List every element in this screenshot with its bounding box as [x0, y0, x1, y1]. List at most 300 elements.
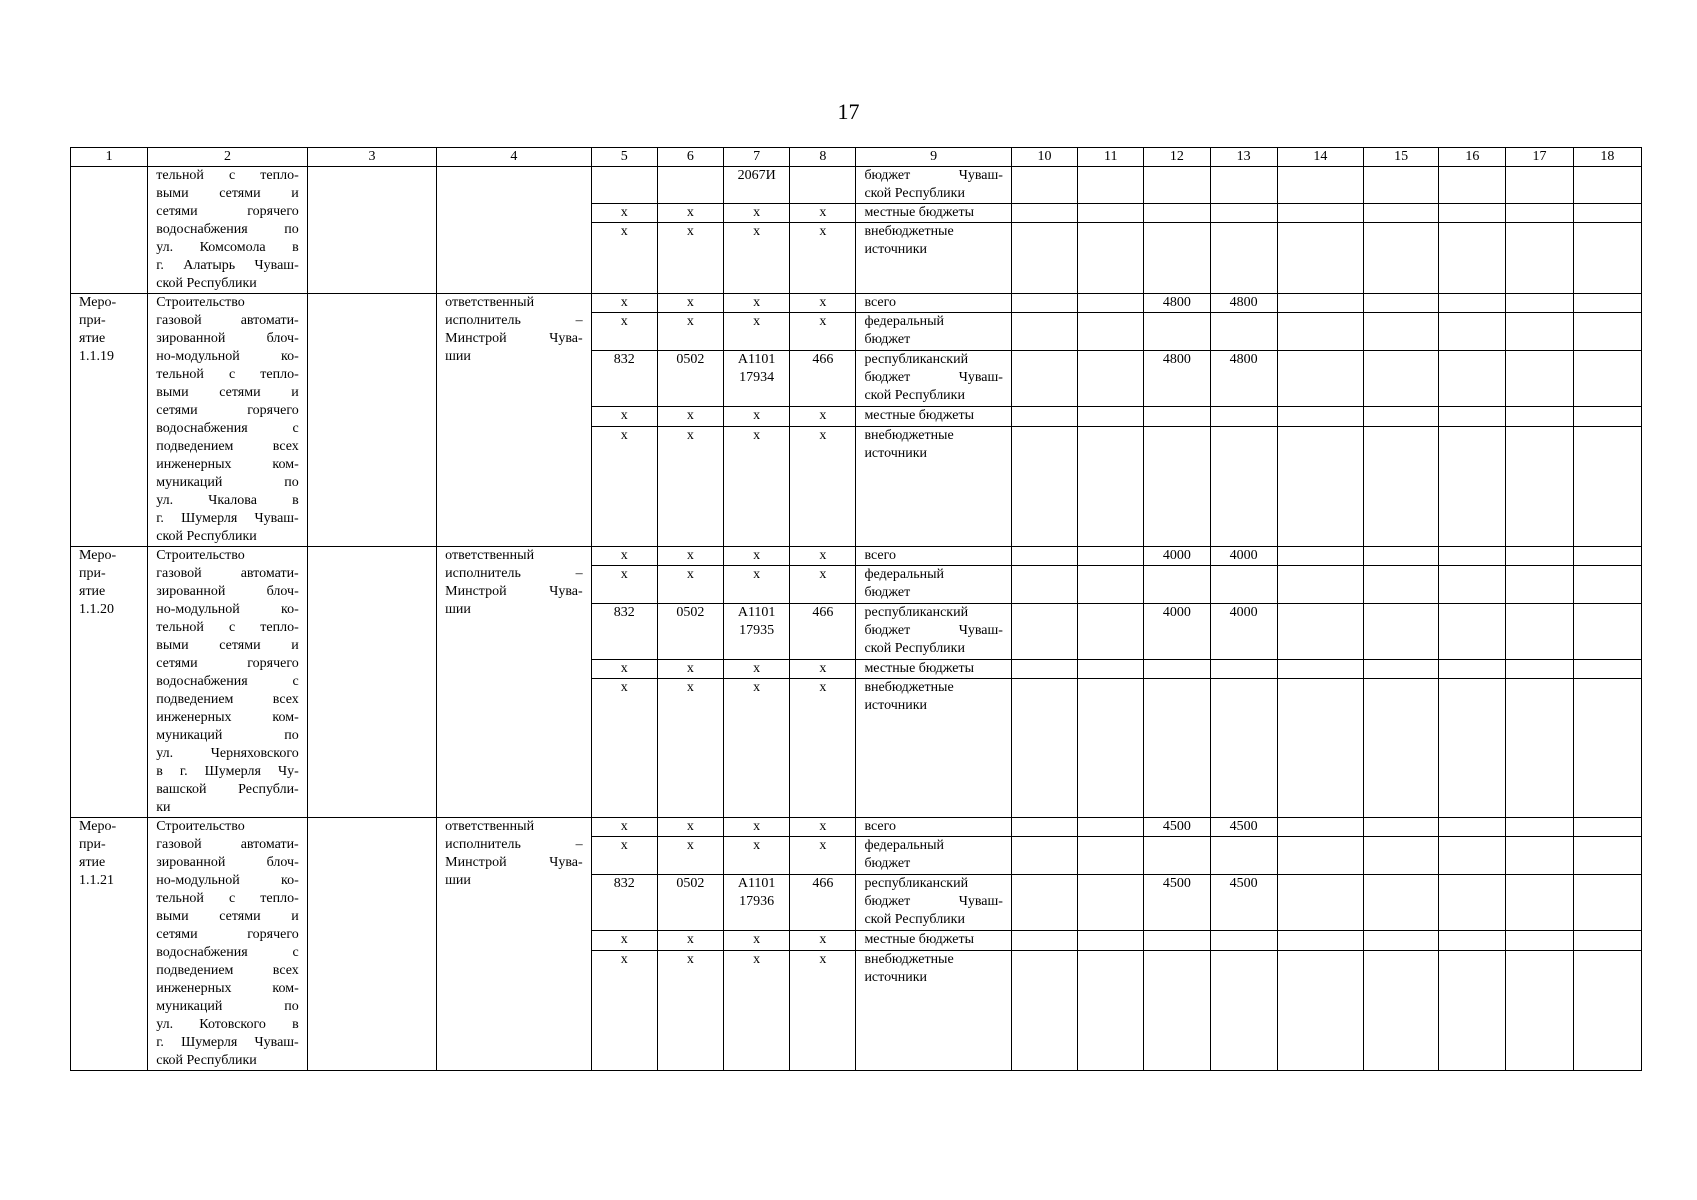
measure-label-line: 1.1.20: [79, 602, 114, 617]
measure-name-line: сетями горячего: [156, 403, 299, 418]
column-header-13: 13: [1210, 148, 1277, 167]
year-18-cell: [1573, 837, 1641, 875]
funding-source-cell: [856, 604, 1011, 660]
year-15-cell: [1364, 566, 1439, 604]
source-line: всего: [864, 819, 896, 834]
kbk-section-cell: х: [657, 818, 723, 837]
year-12-cell: [1144, 931, 1210, 950]
kbk-ministry-cell: х: [591, 950, 657, 1070]
measure-label-line: ятие: [79, 584, 106, 599]
year-15-cell: [1364, 604, 1439, 660]
source-line: бюджет: [864, 332, 911, 348]
year-16-cell: [1439, 604, 1506, 660]
source-line: республиканский: [864, 876, 969, 892]
year-16-cell: [1439, 313, 1506, 351]
funding-source-cell: [856, 875, 1011, 931]
executor-line: шии: [445, 349, 471, 364]
year-14-cell: [1277, 223, 1363, 294]
kbk-ministry-cell: х: [591, 818, 657, 837]
kbk-ministry-cell: 832: [591, 604, 657, 660]
column-header-12: 12: [1144, 148, 1210, 167]
year-15-cell: [1364, 818, 1439, 837]
kbk-expense-cell: 466: [790, 875, 856, 931]
year-11-cell: [1078, 660, 1144, 679]
year-16-cell: [1439, 679, 1506, 818]
measure-name-line: тельной с тепло-: [156, 891, 299, 906]
kbk-ministry-cell: х: [591, 931, 657, 950]
measure-name-line: ской Республики: [156, 529, 257, 544]
year-16-cell: [1439, 223, 1506, 294]
year-15-cell: [1364, 407, 1439, 426]
measure-name-line: муникаций по: [156, 999, 299, 1014]
kbk-target-cell: х: [724, 566, 790, 604]
kbk-ministry-cell: 832: [591, 875, 657, 931]
measure-name-line: ул. Комсомола в: [156, 240, 299, 255]
kbk-target-cell: х: [724, 547, 790, 566]
measure-name-line: ской Республики: [156, 1053, 257, 1068]
kbk-expense-cell: х: [790, 818, 856, 837]
column-header-10: 10: [1011, 148, 1077, 167]
year-16-cell: [1439, 407, 1506, 426]
column-header-9: 9: [856, 148, 1011, 167]
kbk-target-cell: х: [724, 426, 790, 546]
executor-line: Минстрой Чува-: [445, 331, 583, 346]
measure-name-line: г. Алатырь Чуваш-: [156, 258, 299, 273]
kbk-expense-cell: х: [790, 204, 856, 223]
year-13-cell: [1210, 679, 1277, 818]
funding-source-cell: [856, 223, 1011, 294]
kbk-target-cell: х: [724, 223, 790, 294]
year-17-cell: [1506, 407, 1573, 426]
table-row: [71, 818, 1642, 837]
year-17-cell: [1506, 426, 1573, 546]
measure-name-line: зированной блоч-: [156, 584, 299, 599]
year-14-cell: [1277, 875, 1363, 931]
program-cell: [307, 294, 436, 547]
measure-label-line: 1.1.21: [79, 873, 114, 888]
source-line: федеральный: [864, 838, 944, 854]
kbk-ministry-cell: х: [591, 407, 657, 426]
kbk-section-cell: [657, 167, 723, 204]
measure-name-line: г. Шумерля Чуваш-: [156, 511, 299, 526]
year-13-cell: 4500: [1210, 875, 1277, 931]
year-10-cell: [1011, 204, 1077, 223]
measure-name-line: Строительство: [156, 548, 245, 563]
column-header-6: 6: [657, 148, 723, 167]
measure-name-line: водоснабжения с: [156, 674, 299, 689]
year-18-cell: [1573, 660, 1641, 679]
year-17-cell: [1506, 679, 1573, 818]
measure-name-line: но-модульной ко-: [156, 602, 299, 617]
year-12-cell: 4000: [1144, 547, 1210, 566]
measure-name-line: Строительство: [156, 819, 245, 834]
year-11-cell: [1078, 679, 1144, 818]
year-16-cell: [1439, 204, 1506, 223]
source-line: источники: [864, 445, 928, 461]
year-10-cell: [1011, 407, 1077, 426]
year-15-cell: [1364, 679, 1439, 818]
measure-name-line: ской Республики: [156, 276, 257, 291]
year-13-cell: 4000: [1210, 604, 1277, 660]
measure-name-line: тельной с тепло-: [156, 168, 299, 183]
kbk-section-cell: 0502: [657, 604, 723, 660]
source-line: бюджет: [864, 585, 911, 601]
year-16-cell: [1439, 167, 1506, 204]
measure-name-line: водоснабжения с: [156, 421, 299, 436]
year-11-cell: [1078, 426, 1144, 546]
source-line: ской Республики: [864, 641, 965, 657]
measure-name-line: Строительство: [156, 295, 245, 310]
year-14-cell: [1277, 407, 1363, 426]
year-17-cell: [1506, 294, 1573, 313]
header-row: [71, 148, 1642, 167]
measure-name-line: подведением всех: [156, 692, 299, 707]
kbk-ministry-cell: х: [591, 837, 657, 875]
funding-source-cell: [856, 167, 1011, 204]
year-18-cell: [1573, 931, 1641, 950]
measure-name-line: ул. Котовского в: [156, 1017, 299, 1032]
executor-line: исполнитель –: [445, 313, 583, 328]
year-15-cell: [1364, 837, 1439, 875]
kbk-target-cell: х: [724, 837, 790, 875]
measure-name-line: тельной с тепло-: [156, 367, 299, 382]
kbk-expense-cell: х: [790, 660, 856, 679]
year-13-cell: [1210, 167, 1277, 204]
measure-label-line: ятие: [79, 331, 106, 346]
source-line: федеральный: [864, 567, 944, 583]
kbk-expense-cell: х: [790, 294, 856, 313]
kbk-section-cell: 0502: [657, 351, 723, 407]
funding-source-cell: [856, 837, 1011, 875]
measure-name-line: в г. Шумерля Чу-: [156, 764, 299, 779]
measure-label-cell: [71, 818, 148, 1071]
year-13-cell: [1210, 223, 1277, 294]
year-14-cell: [1277, 950, 1363, 1070]
year-14-cell: [1277, 426, 1363, 546]
year-13-cell: 4800: [1210, 351, 1277, 407]
kbk-target-cell: А1101 17935: [724, 604, 790, 660]
year-15-cell: [1364, 950, 1439, 1070]
kbk-target-cell: А1101 17936: [724, 875, 790, 931]
year-11-cell: [1078, 204, 1144, 223]
kbk-target-cell: х: [724, 931, 790, 950]
measure-name-line: инженерных ком-: [156, 710, 299, 725]
source-line: ской Республики: [864, 186, 965, 201]
source-line: местные бюджеты: [864, 932, 975, 948]
executor-cell: [437, 167, 591, 294]
year-17-cell: [1506, 204, 1573, 223]
year-14-cell: [1277, 547, 1363, 566]
executor-cell: [437, 547, 591, 818]
table-row: [71, 167, 1642, 204]
year-12-cell: [1144, 660, 1210, 679]
column-header-7: 7: [724, 148, 790, 167]
source-line: бюджет Чуваш-: [864, 168, 1003, 183]
year-14-cell: [1277, 818, 1363, 837]
year-16-cell: [1439, 837, 1506, 875]
measure-name-line: инженерных ком-: [156, 981, 299, 996]
year-10-cell: [1011, 566, 1077, 604]
column-header-15: 15: [1364, 148, 1439, 167]
year-18-cell: [1573, 223, 1641, 294]
year-18-cell: [1573, 566, 1641, 604]
kbk-ministry-cell: х: [591, 566, 657, 604]
executor-line: шии: [445, 873, 471, 888]
year-10-cell: [1011, 351, 1077, 407]
year-18-cell: [1573, 351, 1641, 407]
executor-line: Минстрой Чува-: [445, 584, 583, 599]
measure-name-line: зированной блоч-: [156, 855, 299, 870]
measure-label-cell: [71, 167, 148, 294]
year-12-cell: 4500: [1144, 875, 1210, 931]
year-10-cell: [1011, 931, 1077, 950]
year-11-cell: [1078, 931, 1144, 950]
year-12-cell: [1144, 167, 1210, 204]
year-11-cell: [1078, 223, 1144, 294]
year-14-cell: [1277, 566, 1363, 604]
year-13-cell: [1210, 660, 1277, 679]
measure-name-line: ул. Чкалова в: [156, 493, 299, 508]
program-cell: [307, 167, 436, 294]
year-16-cell: [1439, 931, 1506, 950]
year-14-cell: [1277, 204, 1363, 223]
funding-source-cell: [856, 660, 1011, 679]
kbk-section-cell: х: [657, 223, 723, 294]
year-14-cell: [1277, 931, 1363, 950]
kbk-expense-cell: х: [790, 313, 856, 351]
year-18-cell: [1573, 426, 1641, 546]
year-13-cell: [1210, 426, 1277, 546]
kbk-section-cell: х: [657, 313, 723, 351]
column-header-14: 14: [1277, 148, 1363, 167]
year-13-cell: [1210, 566, 1277, 604]
year-15-cell: [1364, 313, 1439, 351]
column-header-17: 17: [1506, 148, 1573, 167]
kbk-expense-cell: х: [790, 837, 856, 875]
year-14-cell: [1277, 167, 1363, 204]
funding-source-cell: [856, 407, 1011, 426]
column-header-2: 2: [148, 148, 308, 167]
year-14-cell: [1277, 313, 1363, 351]
executor-cell: [437, 818, 591, 1071]
year-10-cell: [1011, 223, 1077, 294]
year-15-cell: [1364, 223, 1439, 294]
year-10-cell: [1011, 294, 1077, 313]
column-header-3: 3: [307, 148, 436, 167]
measure-label-line: Меро-: [79, 819, 117, 834]
year-12-cell: 4500: [1144, 818, 1210, 837]
source-line: ской Республики: [864, 388, 965, 404]
year-10-cell: [1011, 313, 1077, 351]
measure-label-line: 1.1.19: [79, 349, 114, 364]
kbk-target-cell: А1101 17934: [724, 351, 790, 407]
year-17-cell: [1506, 167, 1573, 204]
year-17-cell: [1506, 818, 1573, 837]
measure-name-line: подведением всех: [156, 439, 299, 454]
source-line: местные бюджеты: [864, 408, 975, 424]
year-17-cell: [1506, 931, 1573, 950]
source-line: источники: [864, 242, 928, 258]
year-11-cell: [1078, 818, 1144, 837]
year-17-cell: [1506, 223, 1573, 294]
measure-name-line: выми сетями и: [156, 909, 299, 924]
measure-label-line: при-: [79, 566, 106, 581]
year-13-cell: [1210, 407, 1277, 426]
measure-name-line: но-модульной ко-: [156, 873, 299, 888]
year-11-cell: [1078, 294, 1144, 313]
year-17-cell: [1506, 313, 1573, 351]
kbk-ministry-cell: х: [591, 547, 657, 566]
year-17-cell: [1506, 604, 1573, 660]
measure-name-line: выми сетями и: [156, 638, 299, 653]
year-15-cell: [1364, 875, 1439, 931]
year-12-cell: [1144, 679, 1210, 818]
source-line: бюджет Чуваш-: [864, 894, 1003, 910]
kbk-ministry-cell: х: [591, 679, 657, 818]
measure-name-line: муникаций по: [156, 728, 299, 743]
kbk-expense-cell: х: [790, 426, 856, 546]
measure-name-cell: [148, 167, 308, 294]
year-12-cell: 4800: [1144, 351, 1210, 407]
kbk-expense-cell: [790, 167, 856, 204]
source-line: федеральный: [864, 314, 944, 330]
kbk-ministry-cell: х: [591, 204, 657, 223]
year-18-cell: [1573, 167, 1641, 204]
source-line: внебюджетные: [864, 427, 954, 443]
year-18-cell: [1573, 204, 1641, 223]
source-line: республиканский: [864, 352, 969, 368]
year-11-cell: [1078, 837, 1144, 875]
kbk-expense-cell: х: [790, 547, 856, 566]
year-13-cell: 4800: [1210, 294, 1277, 313]
kbk-expense-cell: х: [790, 407, 856, 426]
year-10-cell: [1011, 660, 1077, 679]
year-10-cell: [1011, 426, 1077, 546]
column-header-8: 8: [790, 148, 856, 167]
source-line: источники: [864, 698, 928, 714]
year-18-cell: [1573, 313, 1641, 351]
year-13-cell: [1210, 204, 1277, 223]
measure-name-line: газовой автомати-: [156, 313, 299, 328]
measure-name-line: газовой автомати-: [156, 837, 299, 852]
kbk-ministry-cell: х: [591, 313, 657, 351]
kbk-section-cell: х: [657, 294, 723, 313]
source-line: всего: [864, 548, 896, 563]
kbk-expense-cell: х: [790, 566, 856, 604]
year-13-cell: [1210, 313, 1277, 351]
year-15-cell: [1364, 660, 1439, 679]
kbk-target-cell: х: [724, 679, 790, 818]
page-number: 17: [837, 99, 860, 124]
column-header-18: 18: [1573, 148, 1641, 167]
executor-line: исполнитель –: [445, 566, 583, 581]
program-cell: [307, 818, 436, 1071]
executor-line: шии: [445, 602, 471, 617]
kbk-target-cell: х: [724, 313, 790, 351]
year-18-cell: [1573, 604, 1641, 660]
year-13-cell: [1210, 837, 1277, 875]
year-15-cell: [1364, 204, 1439, 223]
executor-line: Минстрой Чува-: [445, 855, 583, 870]
source-line: бюджет Чуваш-: [864, 623, 1003, 639]
measure-name-line: сетями горячего: [156, 656, 299, 671]
kbk-ministry-cell: [591, 167, 657, 204]
measure-name-line: муникаций по: [156, 475, 299, 490]
measure-name-line: выми сетями и: [156, 186, 299, 201]
year-17-cell: [1506, 660, 1573, 679]
measure-name-line: подведением всех: [156, 963, 299, 978]
funding-source-cell: [856, 426, 1011, 546]
source-line: республиканский: [864, 605, 969, 621]
year-13-cell: [1210, 931, 1277, 950]
kbk-target-cell: х: [724, 407, 790, 426]
kbk-section-cell: х: [657, 426, 723, 546]
funding-source-cell: [856, 204, 1011, 223]
measure-label-line: ятие: [79, 855, 106, 870]
year-17-cell: [1506, 547, 1573, 566]
table-row: [71, 294, 1642, 313]
program-cell: [307, 547, 436, 818]
year-12-cell: [1144, 313, 1210, 351]
year-18-cell: [1573, 294, 1641, 313]
year-12-cell: [1144, 204, 1210, 223]
kbk-ministry-cell: х: [591, 294, 657, 313]
year-18-cell: [1573, 875, 1641, 931]
kbk-section-cell: х: [657, 679, 723, 818]
measure-name-line: зированной блоч-: [156, 331, 299, 346]
year-16-cell: [1439, 294, 1506, 313]
year-12-cell: [1144, 950, 1210, 1070]
measure-name-line: сетями горячего: [156, 927, 299, 942]
measure-name-line: инженерных ком-: [156, 457, 299, 472]
measure-name-line: но-модульной ко-: [156, 349, 299, 364]
funding-source-cell: [856, 351, 1011, 407]
funding-source-cell: [856, 566, 1011, 604]
kbk-expense-cell: х: [790, 950, 856, 1070]
source-line: внебюджетные: [864, 224, 954, 240]
kbk-section-cell: х: [657, 566, 723, 604]
measure-name-line: газовой автомати-: [156, 566, 299, 581]
year-10-cell: [1011, 818, 1077, 837]
year-11-cell: [1078, 566, 1144, 604]
year-12-cell: [1144, 837, 1210, 875]
kbk-section-cell: х: [657, 660, 723, 679]
source-line: внебюджетные: [864, 951, 954, 967]
kbk-ministry-cell: х: [591, 426, 657, 546]
year-10-cell: [1011, 875, 1077, 931]
measure-label-cell: [71, 547, 148, 818]
kbk-section-cell: х: [657, 204, 723, 223]
year-18-cell: [1573, 950, 1641, 1070]
kbk-section-cell: х: [657, 407, 723, 426]
funding-source-cell: [856, 931, 1011, 950]
column-header-11: 11: [1078, 148, 1144, 167]
kbk-section-cell: х: [657, 950, 723, 1070]
year-17-cell: [1506, 566, 1573, 604]
funding-source-cell: [856, 679, 1011, 818]
year-11-cell: [1078, 407, 1144, 426]
executor-line: ответственный: [445, 819, 535, 834]
funding-source-cell: [856, 818, 1011, 837]
kbk-target-cell: х: [724, 204, 790, 223]
year-11-cell: [1078, 950, 1144, 1070]
year-13-cell: 4000: [1210, 547, 1277, 566]
kbk-target-cell: х: [724, 818, 790, 837]
year-16-cell: [1439, 875, 1506, 931]
kbk-expense-cell: 466: [790, 604, 856, 660]
year-14-cell: [1277, 660, 1363, 679]
table-row: [71, 547, 1642, 566]
